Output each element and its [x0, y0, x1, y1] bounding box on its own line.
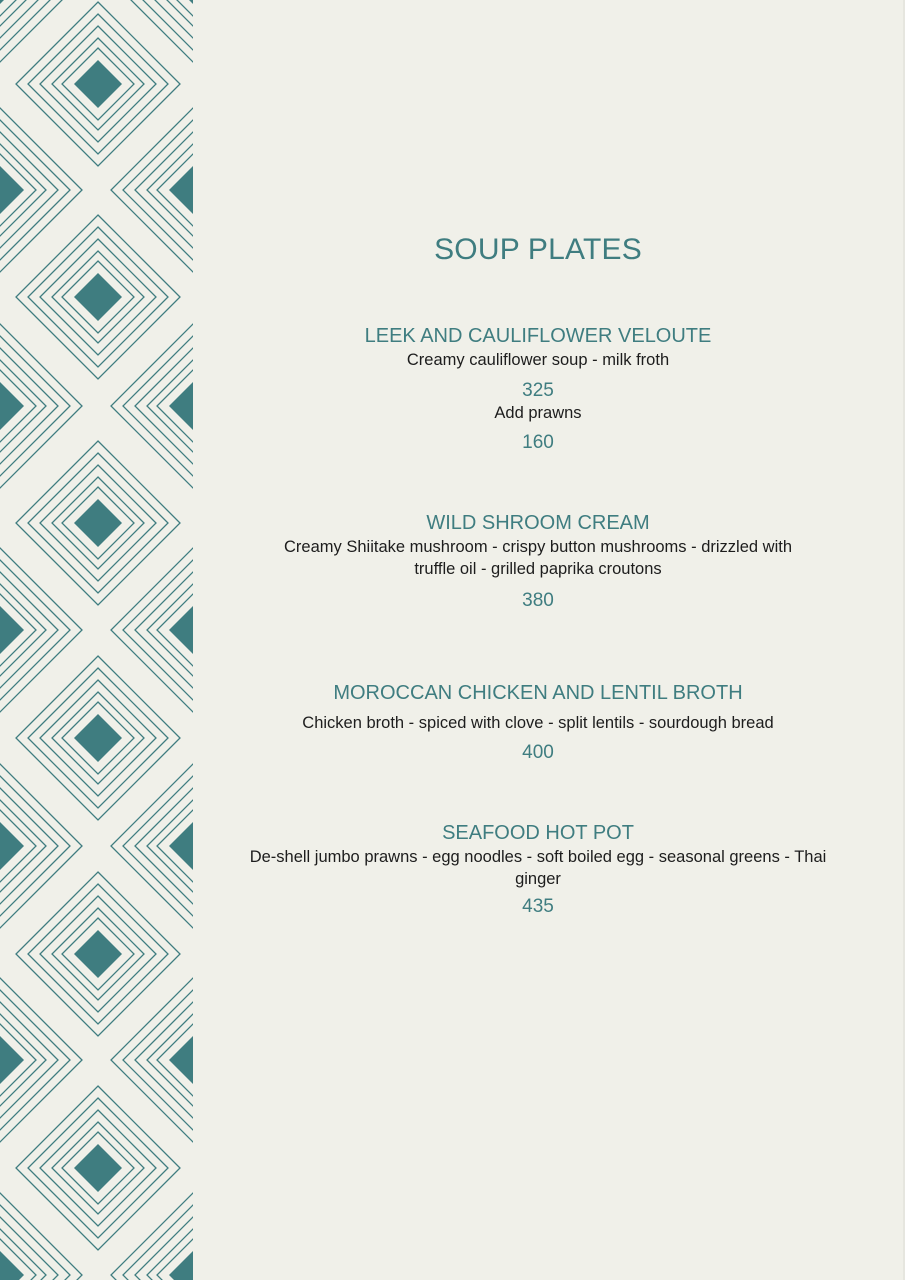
- dish-price: 380: [522, 590, 554, 611]
- dish-wild-shroom-cream: [193, 510, 883, 614]
- addon-price: 160: [522, 432, 554, 453]
- dish-description: Creamy Shiitake mushroom - crispy button mushrooms - drizzled with truffle oil - grilled paprika croutons: [284, 538, 792, 578]
- dish-description: Creamy cauliflower soup - milk froth: [406, 351, 670, 369]
- dish-name: LEEK AND CAULIFLOWER VELOUTE: [364, 325, 712, 347]
- concentric-diamond-pattern-icon: [0, 0, 193, 1280]
- dish-name: MOROCCAN CHICKEN AND LENTIL BROTH: [333, 682, 743, 704]
- addon-label: Add prawns: [494, 404, 582, 422]
- section-title: SOUP PLATES: [434, 233, 642, 266]
- menu-page: [193, 0, 883, 1280]
- dish-price: 325: [522, 380, 554, 401]
- dish-price: 435: [522, 896, 554, 917]
- dish-leek-cauliflower-veloute: [193, 323, 883, 456]
- dish-name: SEAFOOD HOT POT: [442, 822, 634, 844]
- dish-price: 400: [522, 742, 554, 763]
- dish-seafood-hot-pot: [193, 820, 883, 920]
- dish-name: WILD SHROOM CREAM: [426, 512, 650, 534]
- dish-moroccan-chicken-lentil-broth: [193, 680, 883, 766]
- dish-description: Chicken broth - spiced with clove - split lentils - sourdough bread: [302, 714, 774, 732]
- decorative-pattern-strip: [0, 0, 193, 1280]
- dish-description: De-shell jumbo prawns - egg noodles - soft boiled egg - seasonal greens - Thai ginger: [249, 848, 827, 888]
